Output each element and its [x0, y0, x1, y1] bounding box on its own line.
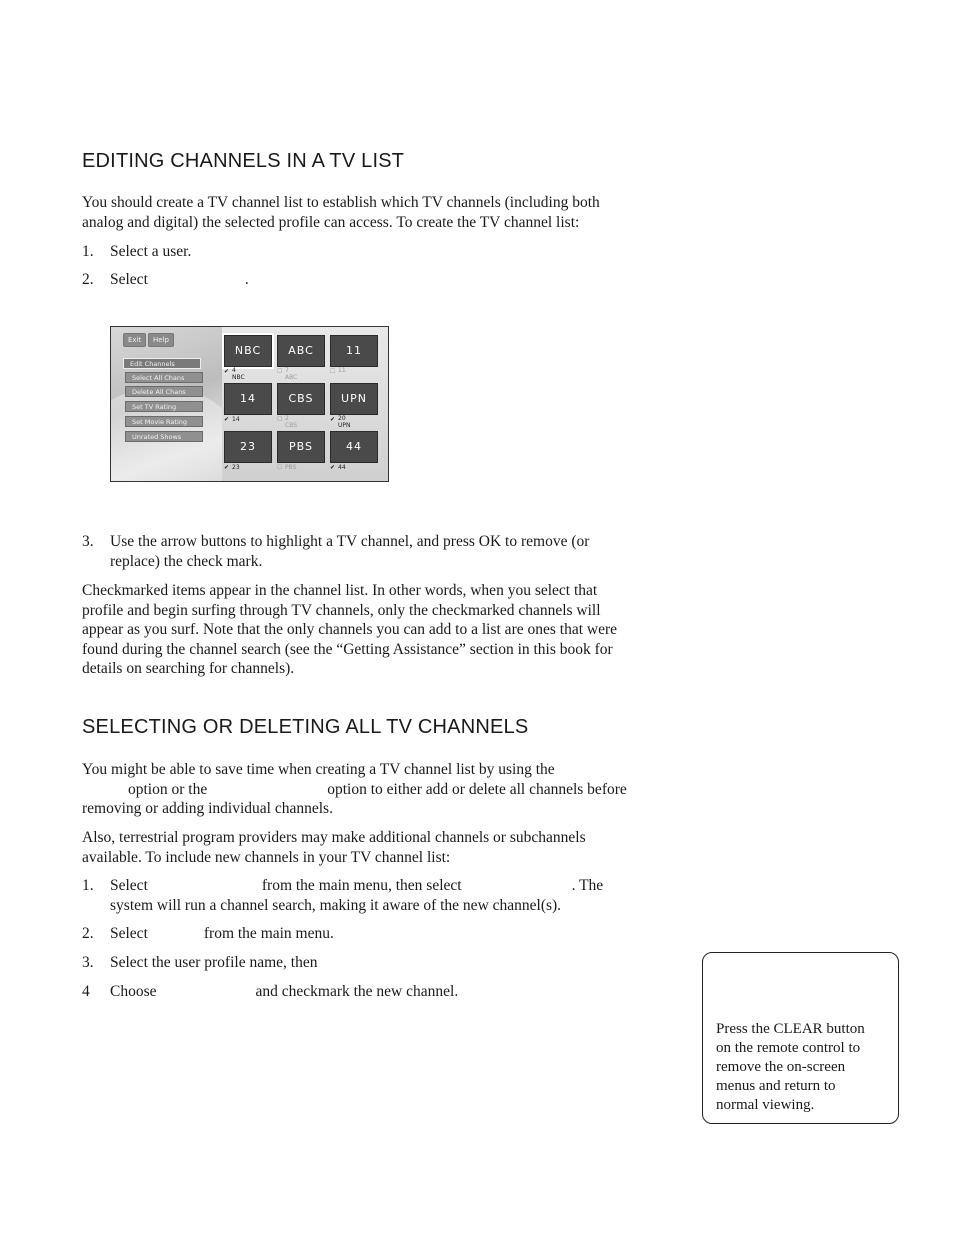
paragraph-line: You might be able to save time when creating a TV channel list by using the: [82, 761, 555, 778]
step-text: [110, 924, 682, 944]
step-text: [110, 876, 682, 915]
channel-caption: 44: [338, 464, 346, 471]
intro-line-1: You should create a TV channel list to establish which TV channels (including both: [82, 194, 600, 211]
new-channel-step-4: [82, 982, 682, 1002]
step-text-line-2: replace) the check mark.: [110, 552, 263, 570]
paragraph-fragment: option or the: [128, 780, 208, 798]
step-fragment: from the main menu, then select: [261, 877, 462, 894]
step-3: [82, 532, 682, 572]
paragraph-line: [82, 780, 682, 800]
check-mark-icon: ✔: [330, 464, 336, 471]
channel-tile-23: 23: [224, 431, 272, 463]
channel-caption: 14: [232, 416, 240, 423]
paragraph-line: found during the channel search (see the “Getting Assistance” section in this book for: [82, 640, 613, 658]
channel-caption: 2 CBS: [285, 415, 298, 429]
intro-paragraph: [82, 193, 682, 232]
step-number: 1.: [82, 877, 94, 894]
step-fragment: from the main menu.: [203, 925, 334, 942]
tip-note-box: [702, 952, 899, 1124]
check-mark-icon: ✔: [224, 368, 230, 375]
check-mark-icon: ✔: [224, 464, 230, 471]
step-text-line-2: system will run a channel search, making it aware of the new channel(s).: [110, 896, 562, 914]
tip-note-text: [716, 1020, 888, 1115]
paragraph-line: profile and begin surfing through TV channels, only the checkmarked channels will: [82, 601, 601, 619]
channel-tile-abc: ABC: [277, 335, 325, 367]
note-line: normal viewing.: [716, 1097, 815, 1113]
step-text-start: Select: [110, 271, 148, 288]
exit-button: Exit: [123, 333, 146, 347]
note-line: remove the on-screen: [716, 1059, 846, 1075]
unchecked-box-icon: ☐: [330, 368, 336, 375]
channel-tile-nbc: NBC: [224, 335, 272, 367]
note-line: menus and return to: [716, 1078, 836, 1094]
paragraph-line: Also, terrestrial program providers may make additional channels or subchannels: [82, 829, 586, 846]
channel-list-screenshot: [110, 326, 389, 482]
channel-tile-44: 44: [330, 431, 378, 463]
channel-caption: 7 ABC: [285, 367, 298, 381]
channel-caption: 4 NBC: [232, 367, 245, 381]
new-channel-step-3: [82, 953, 682, 973]
unchecked-box-icon: ☐: [277, 416, 283, 423]
help-button: Help: [148, 333, 174, 347]
new-channels-paragraph: [82, 828, 682, 867]
step-text: Select the user profile name, then: [110, 954, 318, 971]
step-number: 1.: [82, 243, 94, 260]
section-heading-editing-channels: EDITING CHANNELS IN A TV LIST: [82, 150, 405, 172]
channel-caption: PBS: [285, 464, 297, 471]
step-text-end: .: [244, 271, 249, 288]
channel-caption: 23: [232, 464, 240, 471]
new-channel-step-1: [82, 876, 682, 916]
channel-tile-cbs: CBS: [277, 383, 325, 415]
paragraph-line: removing or adding individual channels.: [82, 800, 333, 817]
step-text: [110, 982, 682, 1002]
step-2: [82, 270, 682, 290]
step-fragment: and checkmark the new channel.: [255, 983, 459, 1000]
step-fragment: Select: [110, 877, 148, 894]
step-number: 2.: [82, 271, 94, 288]
step-number: 3.: [82, 954, 94, 971]
note-line: Press the CLEAR button: [716, 1021, 865, 1037]
step-text: [110, 270, 682, 290]
paragraph-line: appear as you surf. Note that the only channels you can add to a list are ones that were: [82, 621, 617, 638]
channel-tile-upn: UPN: [330, 383, 378, 415]
channel-grid: [222, 327, 389, 482]
channel-caption: 20 UPN: [338, 415, 351, 429]
paragraph-line: available. To include new channels in your TV channel list:: [82, 848, 451, 866]
unchecked-box-icon: ☐: [277, 464, 283, 471]
step-number: 4: [82, 983, 90, 1000]
note-line: on the remote control to: [716, 1040, 861, 1056]
menu-item-edit-channels: Edit Channels: [123, 358, 201, 369]
channel-tile-pbs: PBS: [277, 431, 325, 463]
check-mark-icon: ✔: [330, 416, 336, 423]
step-text: [110, 532, 682, 571]
step-1: [82, 242, 682, 262]
channel-caption: 11: [338, 367, 346, 374]
intro-line-2: analog and digital) the selected profile can access. To create the TV channel list:: [82, 213, 580, 231]
menu-item-delete-all: Delete All Chans: [125, 386, 203, 397]
unchecked-box-icon: ☐: [277, 368, 283, 375]
new-channel-step-2: [82, 924, 682, 944]
step-fragment: . The: [571, 877, 604, 894]
menu-item-set-tv-rating: Set TV Rating: [125, 401, 203, 412]
checkmark-explanation-paragraph: [82, 581, 682, 679]
check-mark-icon: ✔: [224, 416, 230, 423]
paragraph-line: details on searching for channels).: [82, 660, 295, 677]
menu-item-set-movie-rating: Set Movie Rating: [125, 416, 203, 427]
step-number: 3.: [82, 533, 94, 550]
step-fragment: Choose: [110, 983, 157, 1000]
channel-tile-14: 14: [224, 383, 272, 415]
step-text-line-1: Use the arrow buttons to highlight a TV channel, and press OK to remove (or: [110, 533, 590, 550]
menu-item-unrated-shows: Unrated Shows: [125, 431, 203, 442]
step-text-line-1: [110, 876, 682, 896]
paragraph-line: Checkmarked items appear in the channel list. In other words, when you select that: [82, 582, 598, 599]
step-text: Select a user.: [110, 243, 192, 260]
section-heading-selecting-deleting: SELECTING OR DELETING ALL TV CHANNELS: [82, 716, 529, 738]
step-number: 2.: [82, 925, 94, 942]
menu-item-select-all: Select All Chans: [125, 372, 203, 383]
save-time-paragraph: [82, 760, 682, 819]
channel-tile-11: 11: [330, 335, 378, 367]
paragraph-fragment: option to either add or delete all channels before: [327, 780, 627, 798]
step-fragment: Select: [110, 925, 148, 942]
